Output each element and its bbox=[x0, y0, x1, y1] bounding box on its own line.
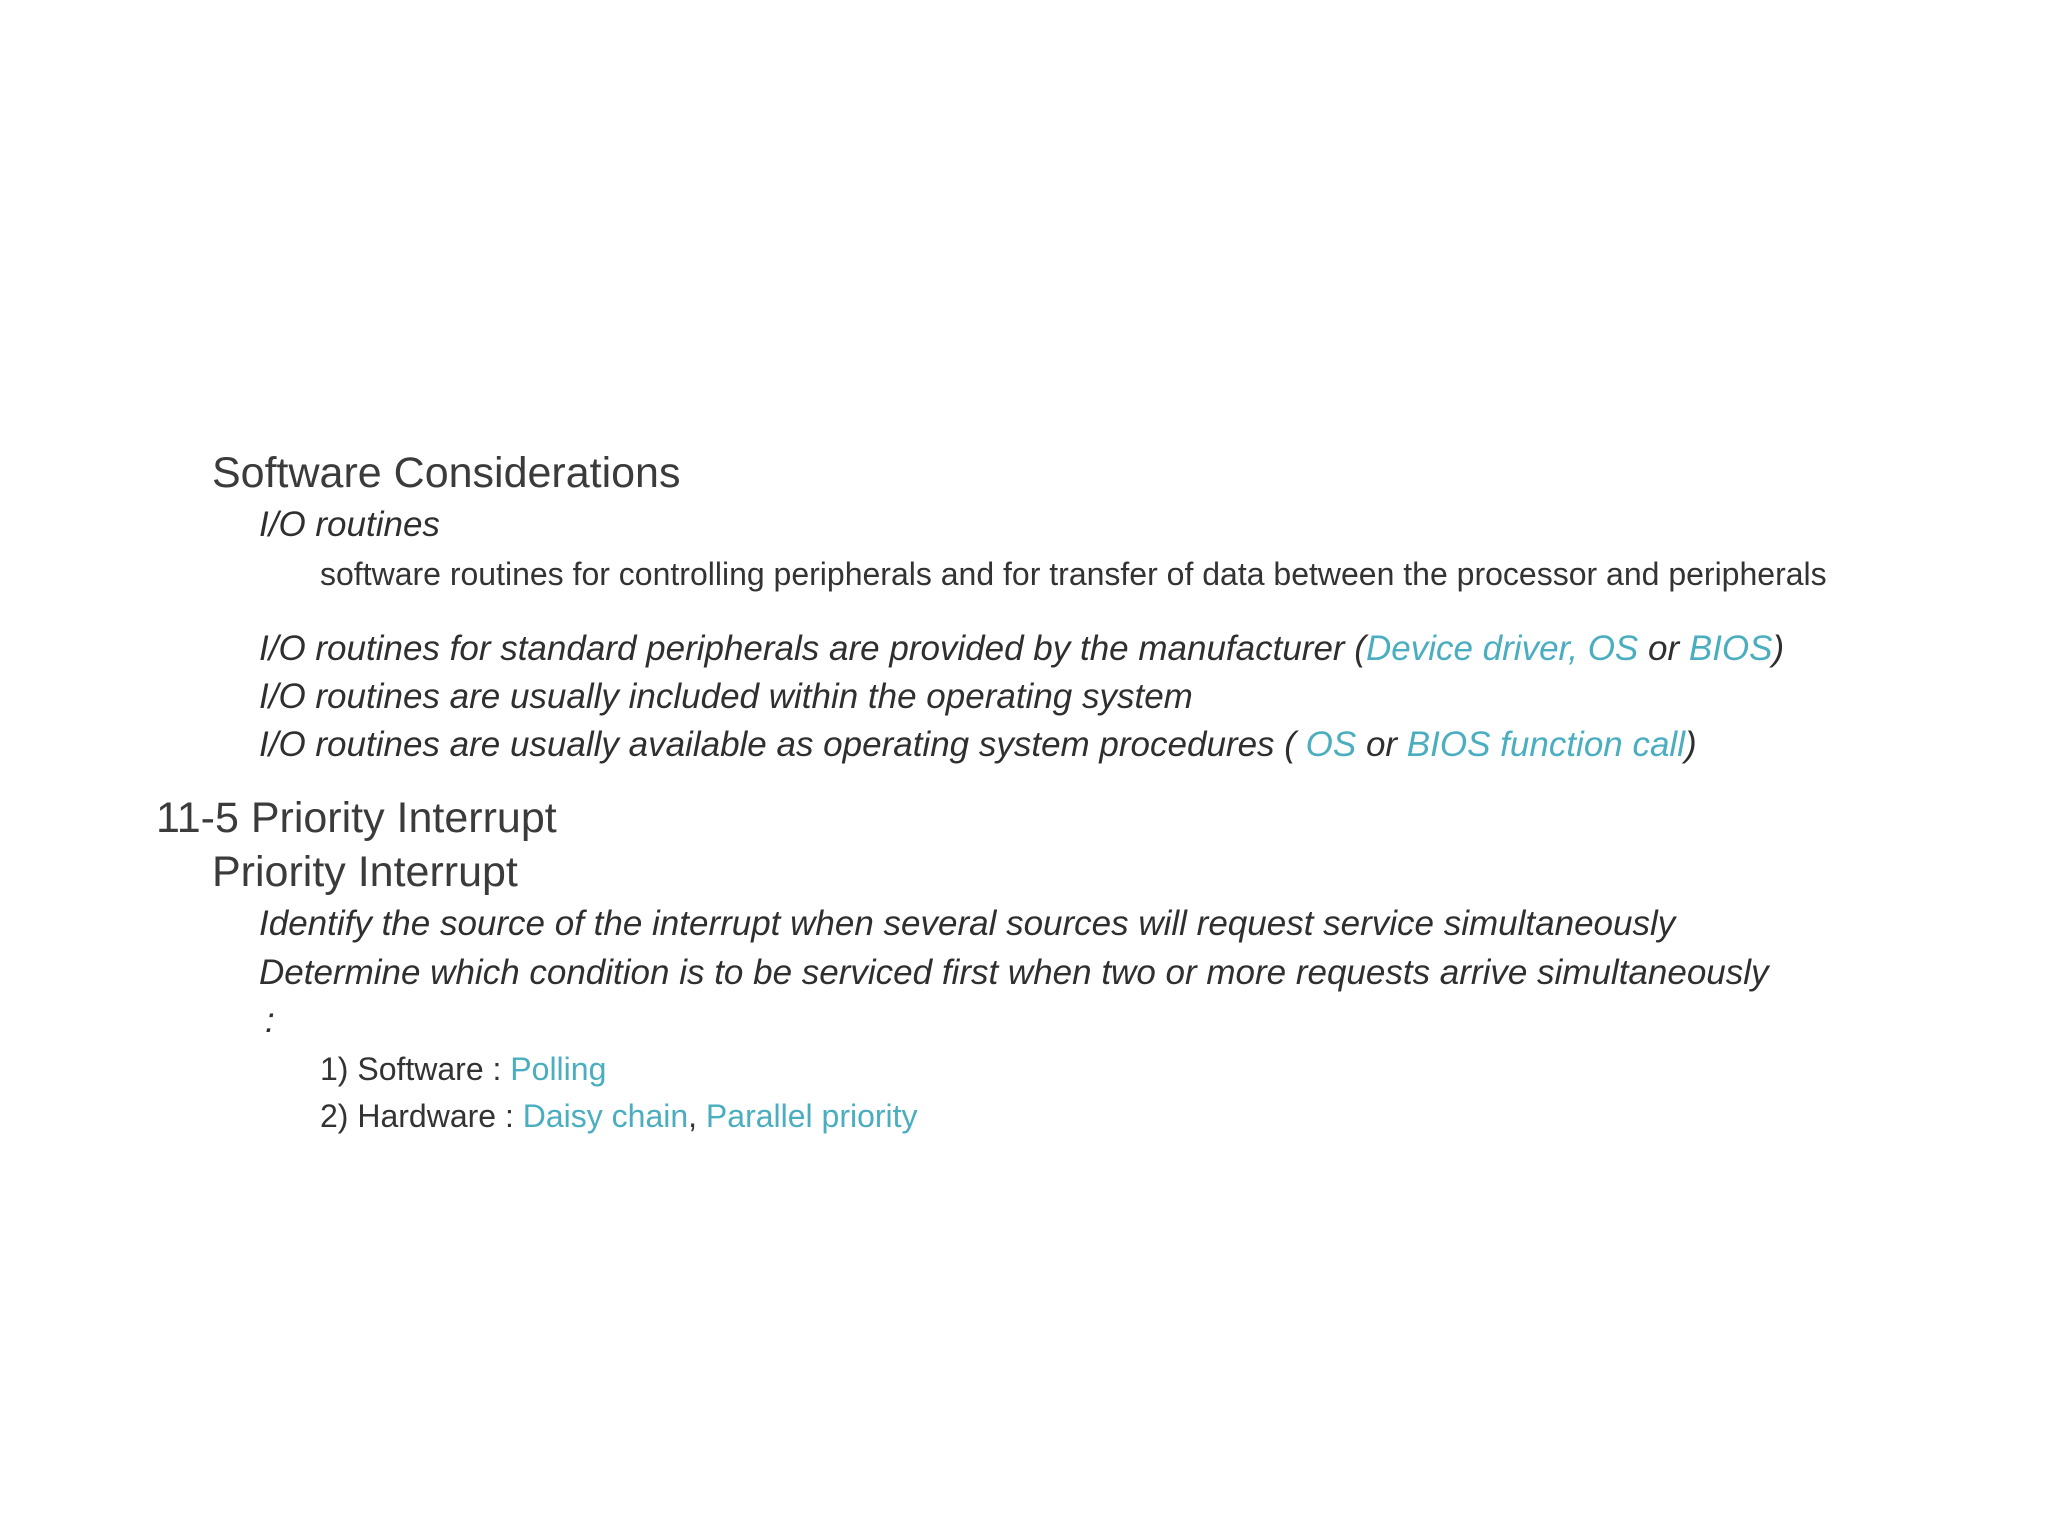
bullet-os-procedures bbox=[259, 727, 1697, 762]
bullet-text: I/O routines for standard peripherals are provided by the manufacturer ( bbox=[259, 629, 1366, 668]
list-item-software bbox=[320, 1053, 606, 1085]
bios-function-call-link: BIOS function call bbox=[1406, 725, 1685, 764]
colon-mark: : bbox=[265, 1001, 275, 1040]
bullet-text: I/O routines are usually available as operating system procedures ( bbox=[259, 725, 1306, 764]
os-link: OS bbox=[1305, 725, 1357, 764]
daisy-chain-link: Daisy chain bbox=[522, 1098, 689, 1134]
bullet-close-paren: ) bbox=[1685, 725, 1697, 764]
point-identify-source: Identify the source of the interrupt when several sources will request service simultaneously bbox=[259, 904, 1676, 943]
list-item-hardware bbox=[320, 1100, 918, 1132]
list-item-label: 2) Hardware : bbox=[320, 1098, 523, 1134]
parallel-priority-link: Parallel priority bbox=[697, 1098, 918, 1134]
bullet-standard-peripherals bbox=[259, 631, 1784, 666]
device-driver-os-link: Device driver, OS bbox=[1365, 629, 1639, 668]
bullet-or: or bbox=[1638, 629, 1689, 668]
bullet-or: or bbox=[1356, 725, 1407, 764]
bullet-included-in-os: I/O routines are usually included within the operating system bbox=[259, 677, 1193, 716]
section-title-software-considerations: Software Considerations bbox=[212, 449, 681, 497]
section-number-title: 11-5 Priority Interrupt bbox=[156, 794, 557, 842]
subheading-io-routines: I/O routines bbox=[259, 505, 440, 544]
definition-text: software routines for controlling peripherals and for transfer of data between the processor and peripherals bbox=[320, 556, 1827, 592]
bullet-close-paren: ) bbox=[1772, 629, 1785, 668]
bios-link: BIOS bbox=[1688, 629, 1773, 668]
polling-link: Polling bbox=[510, 1051, 607, 1087]
list-item-label: 1) Software : bbox=[320, 1051, 511, 1087]
list-separator: , bbox=[688, 1098, 698, 1134]
point-determine-condition: Determine which condition is to be serviced first when two or more requests arrive simultaneously bbox=[259, 953, 1769, 992]
section-title-priority-interrupt: Priority Interrupt bbox=[212, 848, 518, 896]
